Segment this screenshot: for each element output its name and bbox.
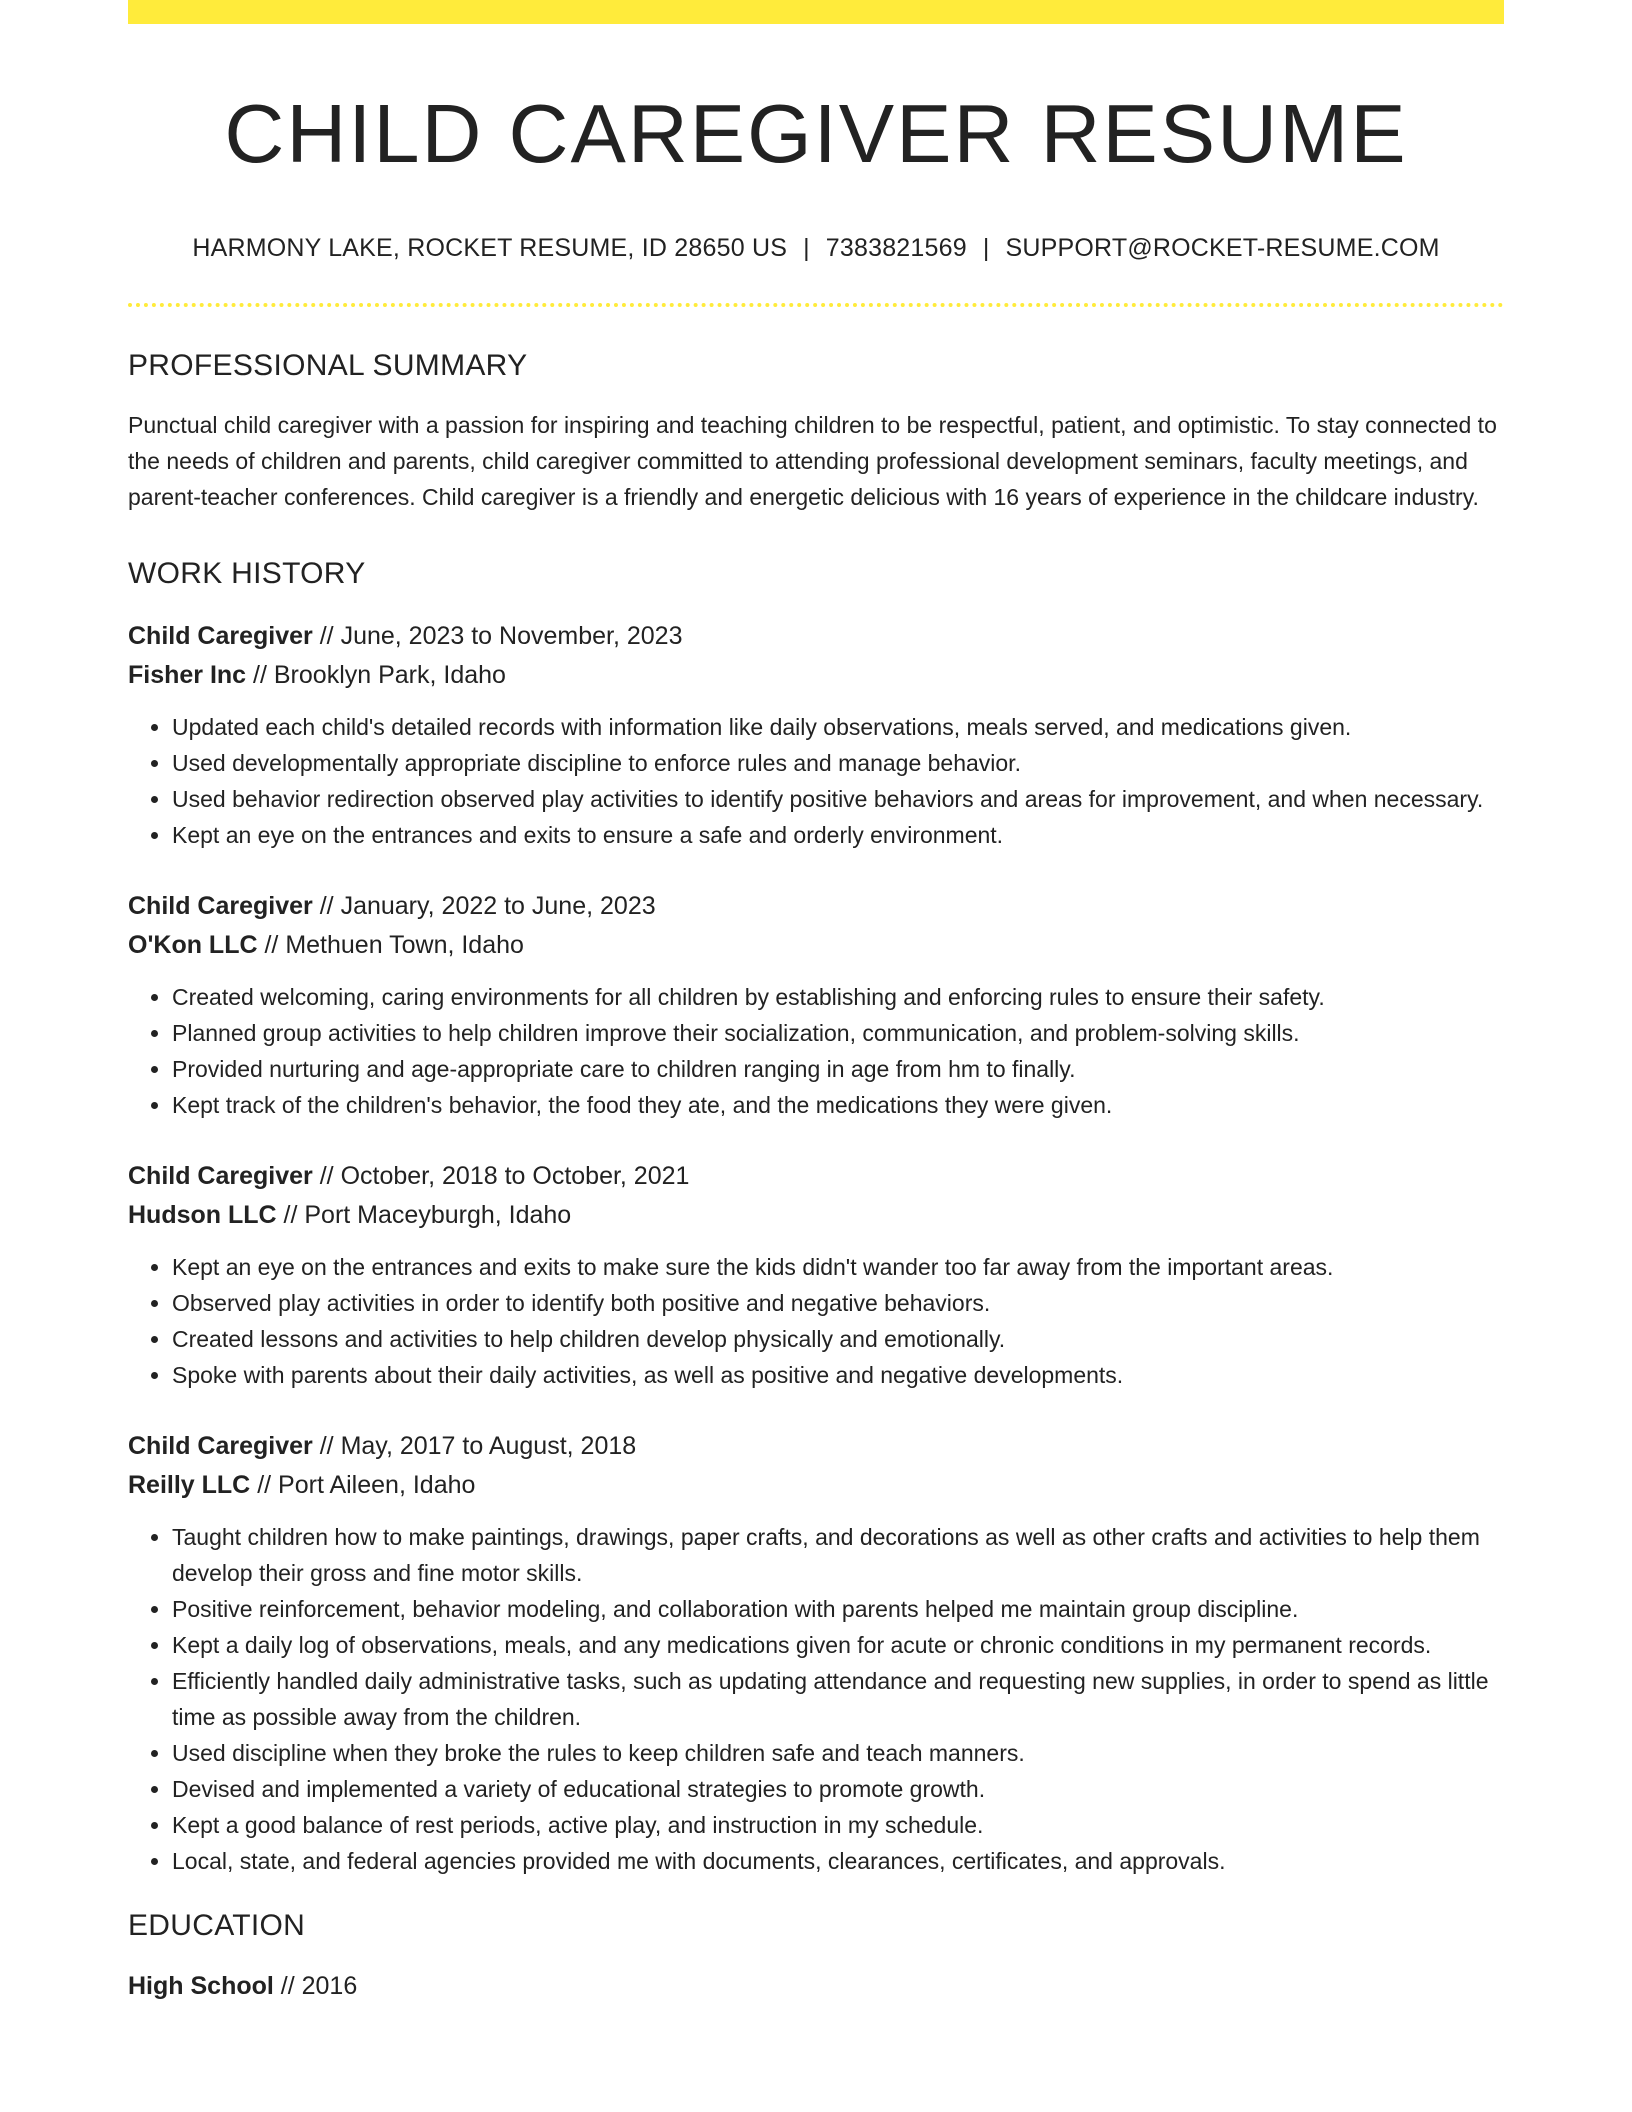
job-title-line	[128, 1157, 1504, 1196]
section-title-summary: PROFESSIONAL SUMMARY	[128, 348, 528, 382]
duty-item: • Kept an eye on the entrances and exits to ensure a safe and orderly environment.	[172, 817, 1504, 853]
top-accent-bar	[128, 0, 1504, 24]
job-duties-list	[128, 1519, 1504, 1879]
education-year: // 2016	[280, 1971, 358, 2000]
job-location: // Port Maceyburgh, Idaho	[283, 1200, 572, 1229]
section-title-work-history: WORK HISTORY	[128, 556, 366, 590]
duty-item: • Used developmentally appropriate discipline to enforce rules and manage behavior.	[172, 745, 1504, 781]
duty-item: • Positive reinforcement, behavior modeling, and collaboration with parents helped me maintain group discipline.	[172, 1591, 1504, 1627]
job-dates: // May, 2017 to August, 2018	[319, 1431, 637, 1460]
job-company: Hudson LLC	[128, 1200, 277, 1229]
contact-separator: |	[982, 233, 990, 262]
duty-item: • Devised and implemented a variety of educational strategies to promote growth.	[172, 1771, 1504, 1807]
duty-item: • Kept an eye on the entrances and exits to make sure the kids didn't wander too far away from the important areas.	[172, 1249, 1504, 1285]
duty-item: • Observed play activities in order to identify both positive and negative behaviors.	[172, 1285, 1504, 1321]
job-dates: // October, 2018 to October, 2021	[319, 1161, 690, 1190]
education-degree: High School	[128, 1971, 274, 2000]
job-company-line	[128, 656, 1504, 695]
duty-item: • Created lessons and activities to help children develop physically and emotionally.	[172, 1321, 1504, 1357]
duty-item: • Created welcoming, caring environments for all children by establishing and enforcing rules to ensure their safety.	[172, 979, 1504, 1015]
summary-text: Punctual child caregiver with a passion for inspiring and teaching children to be respectful, patient, and optimistic. To stay connected to the needs of children and parents, child caregiver committed to attending professional development seminars, faculty meetings, and parent-teacher conferences. Child caregiver is a friendly and energetic delicious with 16 years of experience in the childcare industry.	[128, 411, 1497, 510]
job-dates: // June, 2023 to November, 2023	[319, 621, 683, 650]
duty-item: • Updated each child's detailed records with information like daily observations, meals served, and medications given.	[172, 709, 1504, 745]
contact-address: HARMONY LAKE, ROCKET RESUME, ID 28650 US	[192, 233, 788, 262]
duty-item: • Used discipline when they broke the rules to keep children safe and teach manners.	[172, 1735, 1504, 1771]
job-company-line	[128, 1196, 1504, 1235]
job-title: Child Caregiver	[128, 1161, 313, 1190]
job-title-line	[128, 1427, 1504, 1466]
job-duties-list	[128, 979, 1504, 1123]
job-location: // Port Aileen, Idaho	[257, 1470, 476, 1499]
job-entry	[128, 887, 1504, 1123]
contact-line	[128, 234, 1504, 263]
job-title: Child Caregiver	[128, 621, 313, 650]
duty-item: • Kept track of the children's behavior, the food they ate, and the medications they were given.	[172, 1087, 1504, 1123]
duty-item: • Taught children how to make paintings, drawings, paper crafts, and decorations as well as other crafts and activities to help them develop their gross and fine motor skills.	[172, 1519, 1504, 1591]
resume-title: CHILD CAREGIVER RESUME	[224, 87, 1408, 180]
duty-item: • Efficiently handled daily administrative tasks, such as updating attendance and requesting new supplies, in order to spend as little time as possible away from the children.	[172, 1663, 1504, 1735]
job-title-line	[128, 887, 1504, 926]
contact-phone: 7383821569	[825, 233, 967, 262]
job-entry	[128, 1157, 1504, 1393]
job-company-line	[128, 926, 1504, 965]
job-company: O'Kon LLC	[128, 930, 258, 959]
education-entry	[128, 1967, 1504, 2006]
contact-separator: |	[803, 233, 810, 262]
job-title: Child Caregiver	[128, 891, 313, 920]
duty-item: • Kept a good balance of rest periods, active play, and instruction in my schedule.	[172, 1807, 1504, 1843]
section-title-education: EDUCATION	[128, 1908, 306, 1942]
job-title-line	[128, 617, 1504, 656]
job-title: Child Caregiver	[128, 1431, 313, 1460]
duty-item: • Used behavior redirection observed play activities to identify positive behaviors and areas for improvement, and when necessary.	[172, 781, 1504, 817]
duty-item: • Planned group activities to help children improve their socialization, communication, and problem-solving skills.	[172, 1015, 1504, 1051]
job-duties-list	[128, 1249, 1504, 1393]
duty-item: • Spoke with parents about their daily activities, as well as positive and negative developments.	[172, 1357, 1504, 1393]
job-company: Reilly LLC	[128, 1470, 251, 1499]
job-company-line	[128, 1466, 1504, 1505]
job-entry	[128, 1427, 1504, 1879]
duty-item: • Provided nurturing and age-appropriate care to children ranging in age from hm to finally.	[172, 1051, 1504, 1087]
job-entry	[128, 617, 1504, 853]
job-company: Fisher Inc	[128, 660, 247, 689]
contact-email: SUPPORT@ROCKET-RESUME.COM	[1005, 233, 1440, 262]
job-location: // Brooklyn Park, Idaho	[253, 660, 506, 689]
job-duties-list	[128, 709, 1504, 853]
job-location: // Methuen Town, Idaho	[264, 930, 524, 959]
header-divider	[128, 303, 1504, 307]
duty-item: • Kept a daily log of observations, meals, and any medications given for acute or chronic conditions in my permanent records.	[172, 1627, 1504, 1663]
job-dates: // January, 2022 to June, 2023	[319, 891, 656, 920]
duty-item: • Local, state, and federal agencies provided me with documents, clearances, certificates, and approvals.	[172, 1843, 1504, 1879]
resume-page	[128, 0, 1504, 2006]
